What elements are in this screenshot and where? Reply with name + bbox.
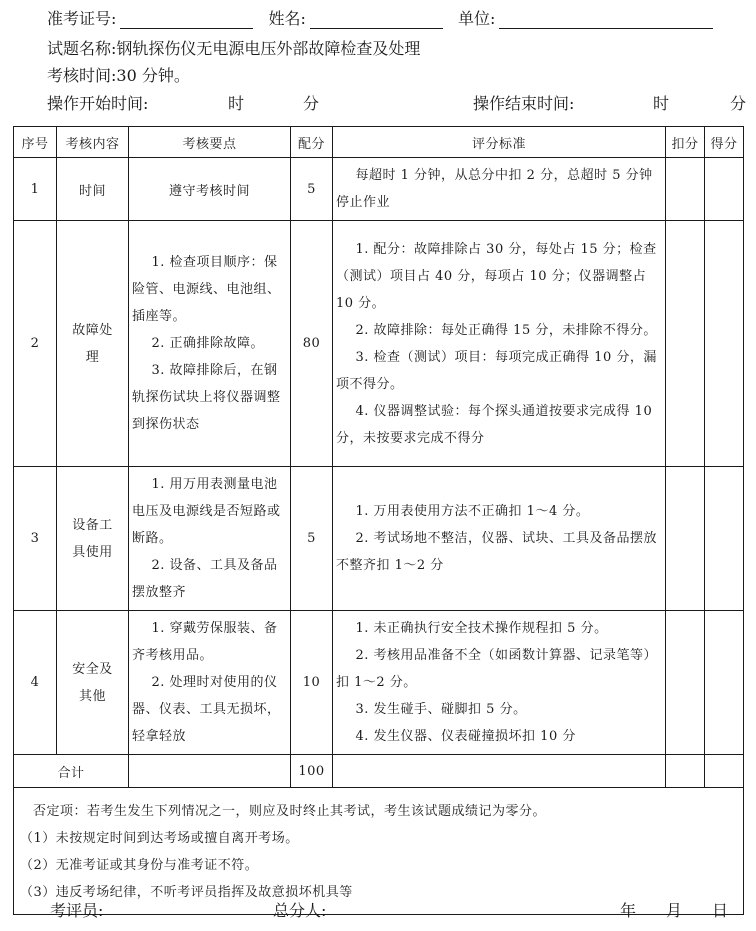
- row-points: [129, 467, 291, 611]
- header-no: 序号: [14, 127, 57, 158]
- exam-id-line: [47, 9, 713, 29]
- year-label: 年: [620, 901, 637, 920]
- row-points: [129, 611, 291, 755]
- row-content-text: 故障处理: [72, 322, 113, 365]
- month-label: 月: [666, 901, 683, 920]
- start-time-line: [47, 94, 747, 114]
- point-line: 2. 处理时对使用的仪器、仪表、工具无损坏，轻拿轻放: [132, 675, 281, 744]
- exam-title-label: 试题名称:: [47, 39, 117, 58]
- row-criteria: [333, 467, 666, 611]
- point-line: 3. 故障排除后，在钢轨探伤试块上将仪器调整到探伤状态: [132, 363, 281, 432]
- row-criteria: [333, 221, 666, 467]
- row-no: 1: [14, 158, 57, 221]
- unit-label: 单位:: [458, 9, 496, 28]
- header-content: 考核内容: [57, 127, 129, 158]
- header-got: 得分: [705, 127, 744, 158]
- criteria-line: 1. 万用表使用方法不正确扣 1～4 分。: [355, 504, 590, 519]
- row-score: 10: [291, 611, 333, 755]
- row-score: 5: [291, 158, 333, 221]
- row-criteria: [333, 158, 666, 221]
- start-minute-label: 分: [303, 94, 320, 113]
- duration-label: 考核时间:: [47, 66, 117, 85]
- table-row: [14, 611, 744, 755]
- row-content: 时间: [57, 158, 129, 221]
- total-got-cell[interactable]: [705, 755, 744, 788]
- got-cell[interactable]: [705, 221, 744, 467]
- header-deduct: 扣分: [666, 127, 705, 158]
- row-content-text: 安全及其他: [72, 661, 113, 704]
- criteria-line: 4. 仪器调整试验：每个探头通道按要求完成得 10 分，未按要求完成不得分: [336, 403, 653, 446]
- name-label: 姓名:: [268, 9, 306, 28]
- criteria-line: 3. 发生碰手、碰脚扣 5 分。: [355, 702, 527, 717]
- duration-value: 30 分钟。: [116, 66, 190, 85]
- header-points: 考核要点: [129, 127, 291, 158]
- header-score: 配分: [291, 127, 333, 158]
- criteria-line: 2. 考试场地不整洁，仪器、试块、工具及备品摆放不整齐扣 1～2 分: [336, 531, 658, 573]
- exam-title: 钢轨探伤仪无电源电压外部故障检查及处理: [116, 39, 421, 58]
- total-points-cell: [129, 755, 291, 788]
- row-no: 3: [14, 467, 57, 611]
- end-hour-label: 时: [653, 94, 670, 113]
- row-content-text: 设备工具使用: [72, 517, 113, 560]
- row-content: [57, 611, 129, 755]
- criteria-line: 每超时 1 分钟，从总分中扣 2 分，总超时 5 分钟停止作业: [336, 168, 653, 210]
- row-criteria: [333, 611, 666, 755]
- exam-title-line: [47, 39, 420, 59]
- veto-item: （3）违反考场纪律，不听考评员指挥及故意损坏机具等: [20, 885, 353, 900]
- duration-line: [47, 66, 190, 86]
- veto-cell: [14, 788, 744, 915]
- table-row: [14, 158, 744, 221]
- got-cell[interactable]: [705, 467, 744, 611]
- point-line: 1. 用万用表测量电池电压及电源线是否短路或断路。: [132, 477, 281, 546]
- row-score: 80: [291, 221, 333, 467]
- exam-id-label: 准考证号:: [47, 9, 117, 28]
- total-deduct-cell[interactable]: [666, 755, 705, 788]
- total-label: 合计: [14, 755, 129, 788]
- total-score: 100: [291, 755, 333, 788]
- row-points: [129, 221, 291, 467]
- deduct-cell[interactable]: [666, 221, 705, 467]
- end-time-label: 操作结束时间:: [473, 94, 575, 113]
- row-no: 4: [14, 611, 57, 755]
- unit-field[interactable]: [499, 11, 713, 29]
- criteria-line: 1. 配分：故障排除占 30 分，每处占 15 分；检查（测试）项目占 40 分，每项占 10 分；仪器调整占 10 分。: [336, 241, 657, 311]
- deduct-cell[interactable]: [666, 611, 705, 755]
- got-cell[interactable]: [705, 158, 744, 221]
- start-hour-label: 时: [228, 94, 245, 113]
- criteria-line: 3. 检查（测试）项目：每项完成正确得 10 分，漏项不得分。: [336, 349, 657, 392]
- scorer-label: 总分人:: [273, 901, 327, 920]
- veto-item: （1）未按规定时间到达考场或擅自离开考场。: [20, 831, 299, 846]
- veto-intro: 否定项：若考生发生下列情况之一，则应及时终止其考试，考生该试题成绩记为零分。: [33, 804, 547, 819]
- deduct-cell[interactable]: [666, 467, 705, 611]
- point-line: 1. 穿戴劳保服装、备齐考核用品。: [132, 621, 278, 663]
- point-line: 2. 正确排除故障。: [151, 336, 265, 351]
- header-criteria: 评分标准: [333, 127, 666, 158]
- total-row: [14, 755, 744, 788]
- row-no: 2: [14, 221, 57, 467]
- table-row: [14, 467, 744, 611]
- day-label: 日: [712, 901, 729, 920]
- point-line: 1. 检查项目顺序：保险管、电源线、电池组、插座等。: [132, 255, 281, 324]
- examiner-label: 考评员:: [50, 901, 104, 920]
- row-score: 5: [291, 467, 333, 611]
- criteria-line: 1. 未正确执行安全技术操作规程扣 5 分。: [355, 621, 608, 636]
- point-line: 2. 设备、工具及备品摆放整齐: [132, 558, 278, 600]
- total-criteria-cell: [333, 755, 666, 788]
- veto-row: [14, 788, 744, 915]
- row-content: [57, 467, 129, 611]
- veto-item: （2）无准考证或其身份与准考证不符。: [20, 858, 259, 873]
- got-cell[interactable]: [705, 611, 744, 755]
- deduct-cell[interactable]: [666, 158, 705, 221]
- end-minute-label: 分: [730, 94, 747, 113]
- criteria-line: 2. 故障排除：每处正确得 15 分，未排除不得分。: [355, 322, 657, 338]
- name-field[interactable]: [310, 11, 443, 29]
- criteria-line: 4. 发生仪器、仪表碰撞损坏扣 10 分: [355, 729, 576, 744]
- criteria-line: 2. 考核用品准备不全（如函数计算器、记录笔等）扣 1～2 分。: [336, 648, 658, 690]
- table-header-row: [14, 127, 744, 158]
- exam-id-field[interactable]: [120, 11, 253, 29]
- row-points: 遵守考核时间: [129, 158, 291, 221]
- row-content: [57, 221, 129, 467]
- scoring-table: [13, 126, 744, 915]
- table-row: [14, 221, 744, 467]
- start-time-label: 操作开始时间:: [47, 94, 149, 113]
